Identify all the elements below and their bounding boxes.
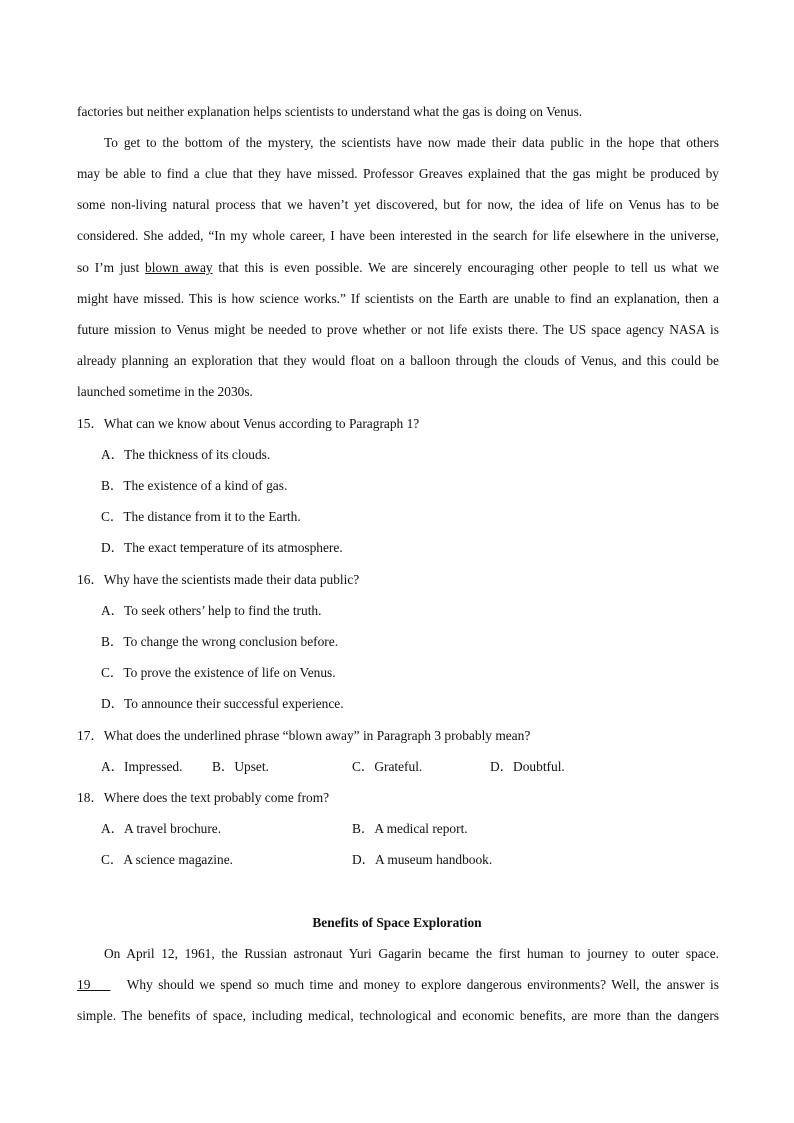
q18-option-c: C．A science magazine. <box>101 852 233 867</box>
q15-option-b: B．The existence of a kind of gas. <box>101 478 288 493</box>
q15-option-d: D．The exact temperature of its atmosphere. <box>101 540 343 555</box>
passage-line: considered. She added, “In my whole career, I have been interested in the search for life elsewhere in the universe, <box>77 228 719 243</box>
passage-line: factories but neither explanation helps scientists to understand what the gas is doing on Venus. <box>77 104 583 119</box>
passage-line: already planning an exploration that they would float on a balloon through the clouds of Venus, and this could be <box>77 353 719 368</box>
question-15-stem: 15．What can we know about Venus according to Paragraph 1? <box>77 416 420 431</box>
q15-option-c: C．The distance from it to the Earth. <box>101 509 301 524</box>
q16-option-a: A．To seek others’ help to find the truth. <box>101 603 322 618</box>
passage-line: future mission to Venus might be needed to prove whether or not life exists there. The US space agency NASA is <box>77 322 719 337</box>
question-17-stem: 17．What does the underlined phrase “blown away” in Paragraph 3 probably mean? <box>77 728 531 743</box>
passage-text: that this is even possible. We are sincerely encouraging other people to tell us what we <box>212 260 719 275</box>
passage-line: To get to the bottom of the mystery, the scientists have now made their data public in the hope that others <box>104 135 719 150</box>
question-16-stem: 16．Why have the scientists made their data public? <box>77 572 360 587</box>
q16-option-d: D．To announce their successful experience. <box>101 696 344 711</box>
blank-number: 19 <box>77 977 91 992</box>
q15-option-a: A．The thickness of its clouds. <box>101 447 271 462</box>
q17-option-d: D．Doubtful. <box>490 759 565 774</box>
underlined-phrase: blown away <box>145 260 213 275</box>
q18-option-a: A．A travel brochure. <box>101 821 222 836</box>
passage-line: may be able to find a clue that they have missed. Professor Greaves explained that the gas might be produced by <box>77 166 719 181</box>
passage-line: On April 12, 1961, the Russian astronaut Yuri Gagarin became the first human to journey to outer space. <box>104 946 719 961</box>
passage-line <box>77 977 719 993</box>
section-title: Benefits of Space Exploration <box>312 915 482 930</box>
passage-line: might have missed. This is how science works.” If scientists on the Earth are unable to find an explanation, then a <box>77 291 719 306</box>
question-18-stem: 18．Where does the text probably come from? <box>77 790 330 805</box>
q17-option-b: B．Upset. <box>212 759 269 774</box>
passage-line <box>77 260 719 276</box>
passage-line: some non-living natural process that we haven’t yet discovered, but for now, the idea of life on Venus has to be <box>77 197 719 212</box>
q18-option-d: D．A museum handbook. <box>352 852 493 867</box>
passage-text: Why should we spend so much time and money to explore dangerous environments? Well, the answer is <box>126 977 719 992</box>
q16-option-b: B．To change the wrong conclusion before. <box>101 634 339 649</box>
passage-line: simple. The benefits of space, including medical, technological and economic benefits, are more than the dangers <box>77 1008 719 1023</box>
q17-option-c: C．Grateful. <box>352 759 423 774</box>
q16-option-c: C．To prove the existence of life on Venus. <box>101 665 336 680</box>
q18-option-b: B．A medical report. <box>352 821 468 836</box>
blank-19 <box>77 977 110 993</box>
passage-text: so I’m just <box>77 260 146 275</box>
passage-line: launched sometime in the 2030s. <box>77 384 253 399</box>
q17-option-a: A．Impressed. <box>101 759 183 774</box>
